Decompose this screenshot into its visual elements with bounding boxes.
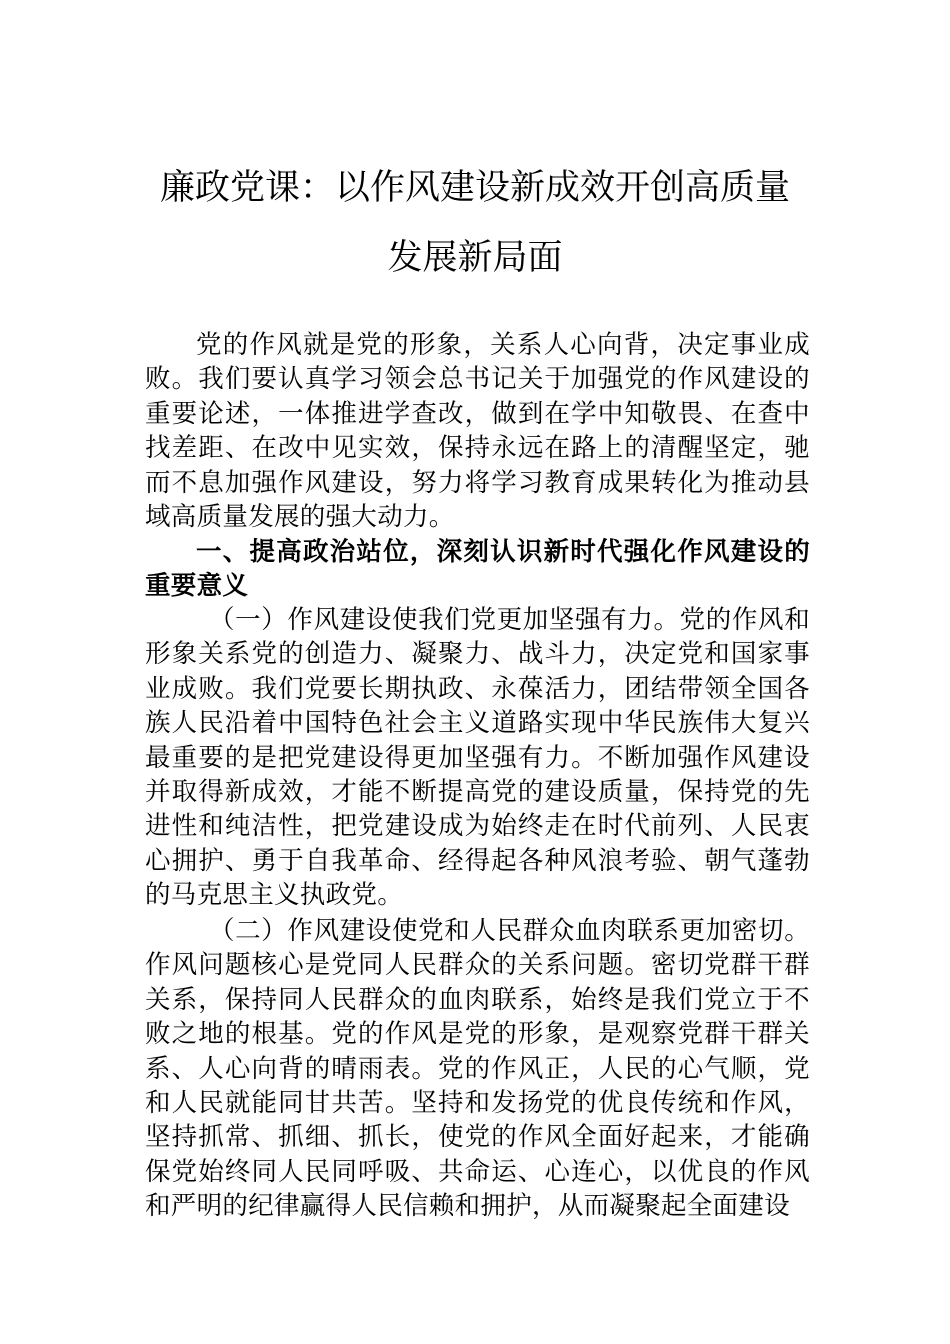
subsection-paragraph-1: （一）作风建设使我们党更加坚强有力。党的作风和形象关系党的创造力、凝聚力、战斗力，决定党和国家事业成败。我们党要长期执政、永葆活力，团结带领全国各族人民沿着中国特色社会主义道路实现中华民族伟大复兴最重要的是把党建设得更加坚强有力。不断加强作风建设并取得新成效，才能不断提高党的建设质量，保持党的先进性和纯洁性，把党建设成为始终走在时代前列、人民衷心拥护、勇于自我革命、经得起各种风浪考验、朝气蓬勃的马克思主义执政党。 [145,605,810,911]
document-title-line1: 廉政党课：以作风建设新成效开创高质量 [159,168,790,208]
document-title-line2: 发展新局面 [387,238,563,278]
section-heading-1: 一、提高政治站位，深刻认识新时代强化作风建设的重要意义 [145,537,810,602]
intro-paragraph: 党的作风就是党的形象，关系人心向背，决定事业成败。我们要认真学习领会总书记关于加强党的作风建设的重要论述，一体推进学查改，做到在学中知敬畏、在查中找差距、在改中见实效，保持永远在路上的清醒坚定，驰而不息加强作风建设，努力将学习教育成果转化为推动县域高质量发展的强大动力。 [145,330,810,533]
subsection-paragraph-2: （二）作风建设使党和人民群众血肉联系更加密切。作风问题核心是党同人民群众的关系问题。密切党群干群关系，保持同人民群众的血肉联系，始终是我们党立于不败之地的根基。党的作风是党的形象，是观察党群干群关系、人心向背的晴雨表。党的作风正，人民的心气顺，党和人民就能同甘共苦。坚持和发扬党的优良传统和作风，坚持抓常、抓细、抓长，使党的作风全面好起来，才能确保党始终同人民同呼吸、共命运、心连心，以优良的作风和严明的纪律赢得人民信赖和拥护，从而凝聚起全面建设 [145,916,810,1222]
